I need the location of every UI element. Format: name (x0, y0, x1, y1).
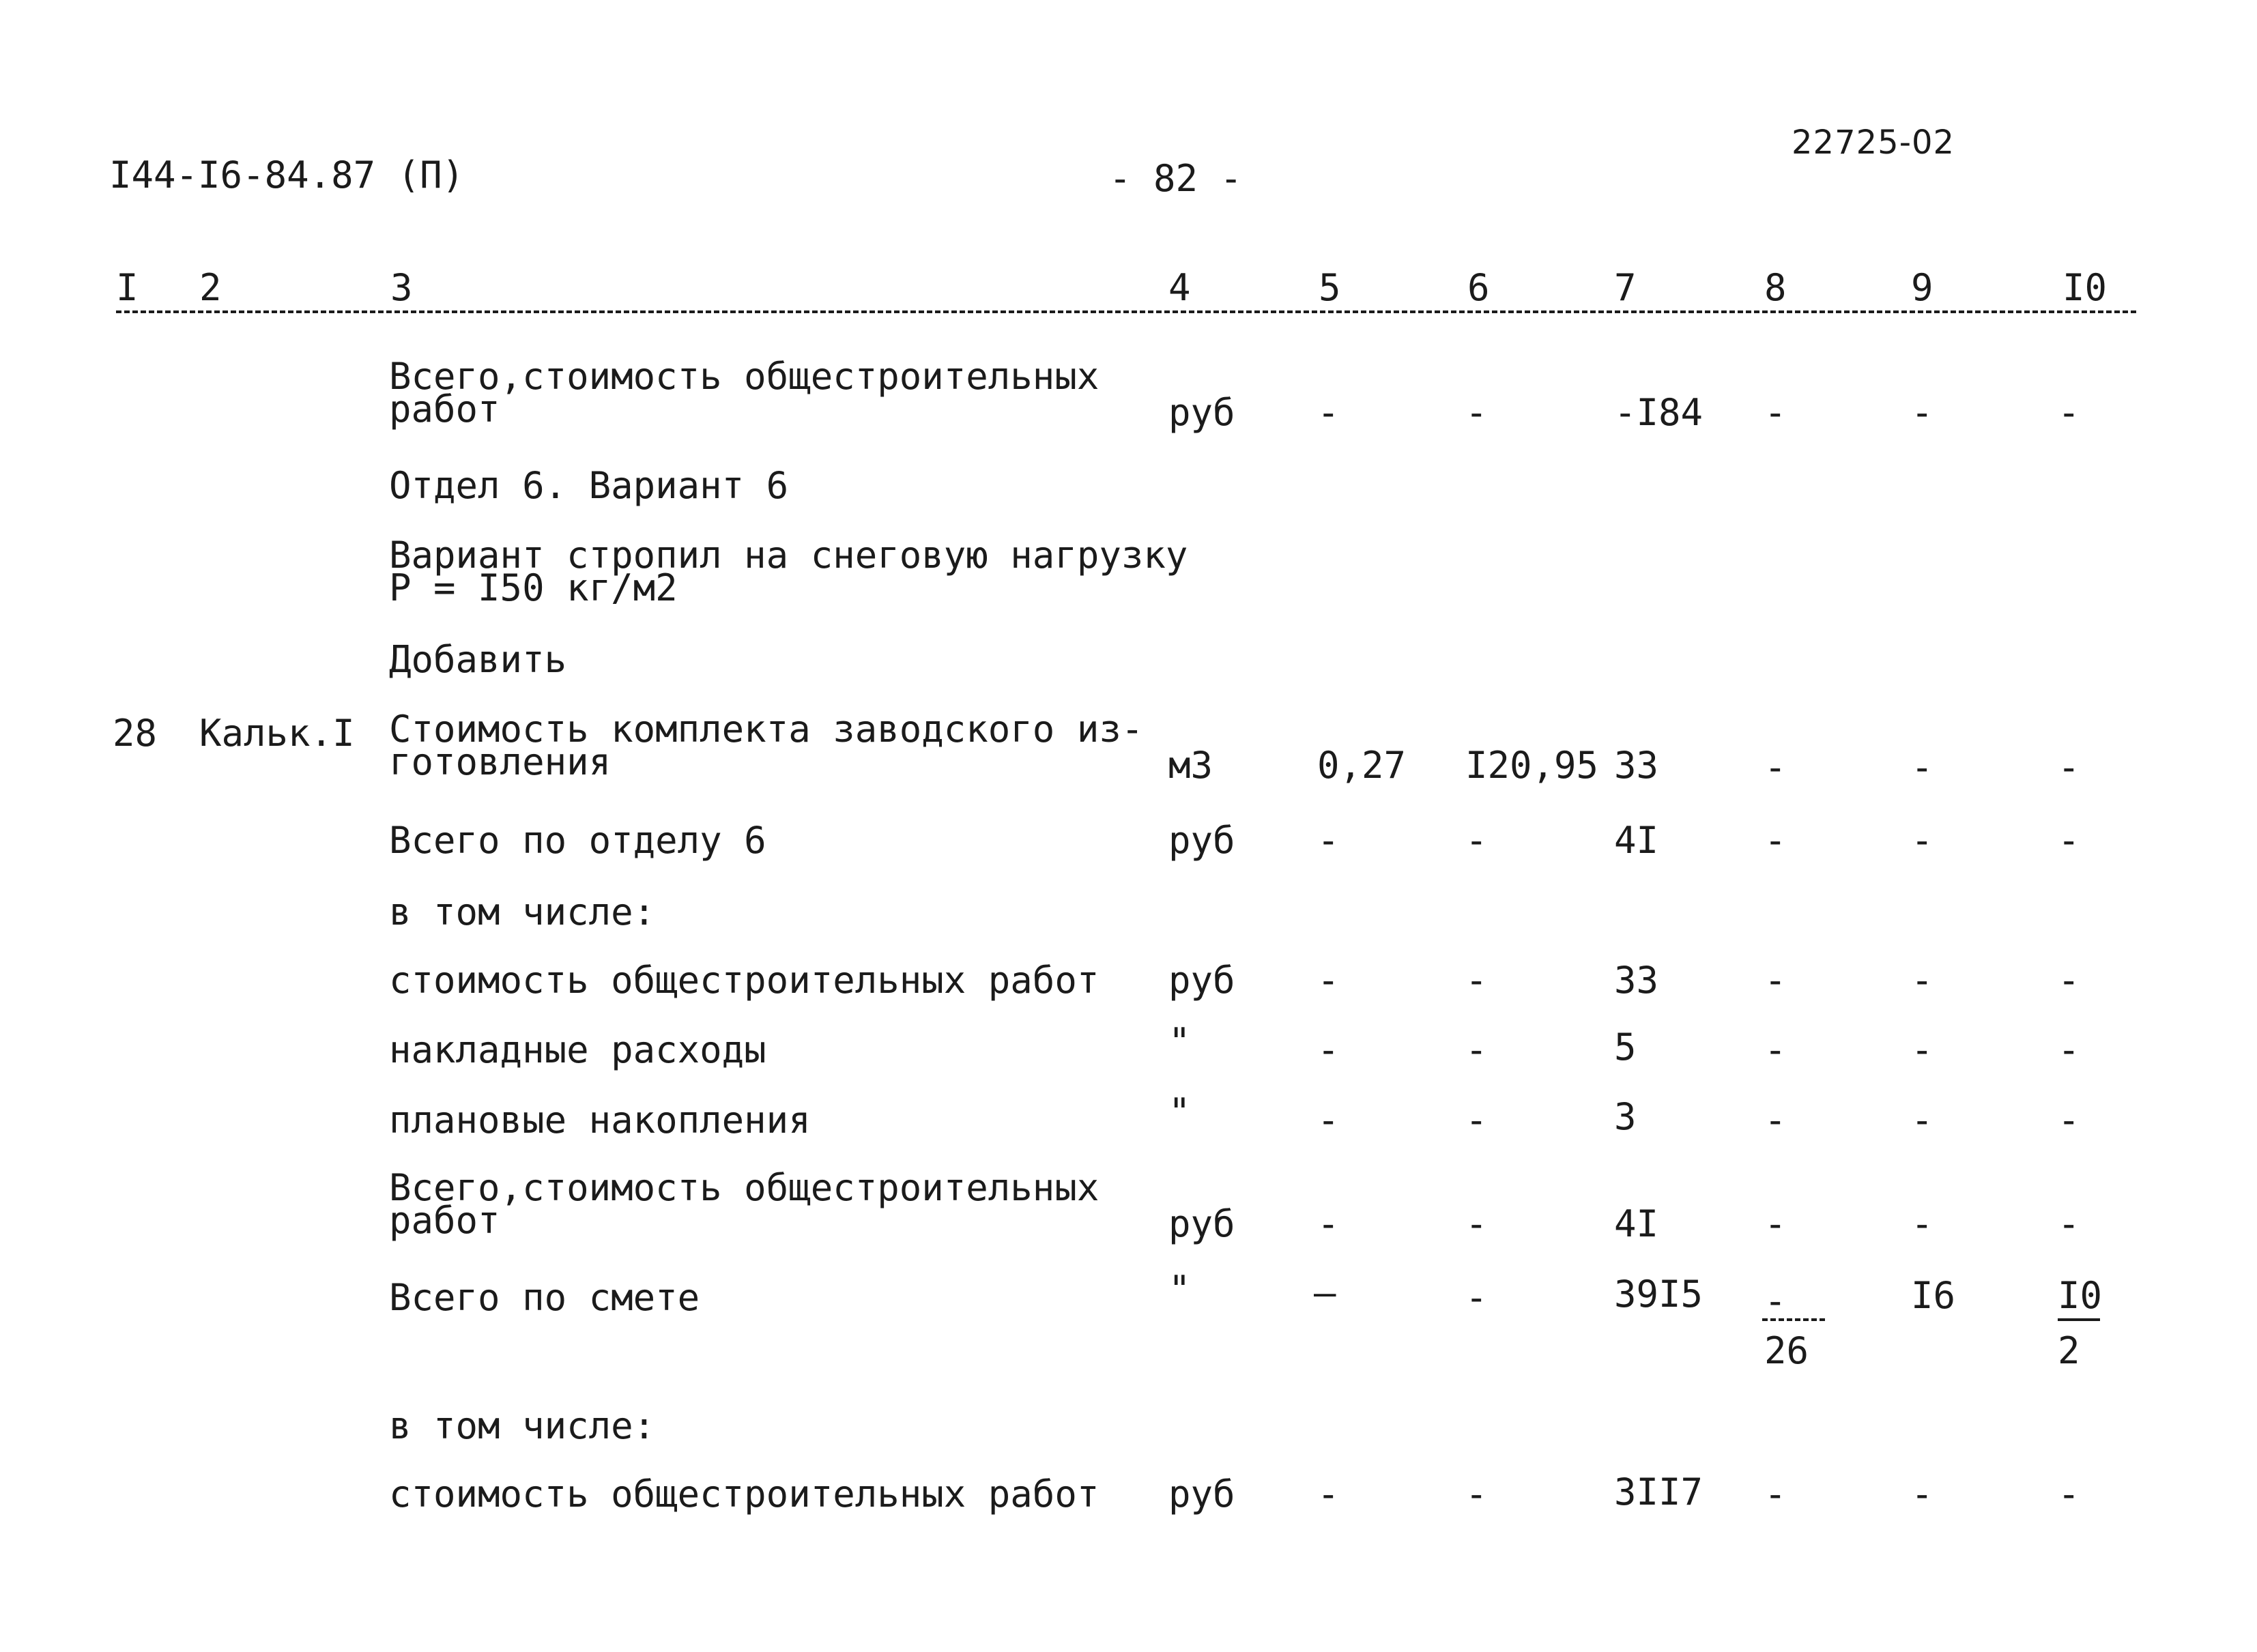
column-header: I0 (2062, 266, 2108, 309)
column-header: 6 (1467, 266, 1490, 309)
col8-cell: - (1764, 1473, 1787, 1516)
col7-cell: -I84 (1614, 391, 1703, 434)
row-description: Добавить (389, 638, 567, 681)
unit-cell: руб (1168, 1202, 1235, 1245)
col6-cell: - (1465, 1202, 1488, 1245)
unit-cell: руб (1168, 819, 1235, 862)
col7-cell: 39I5 (1614, 1273, 1703, 1316)
fraction-bar (1762, 1318, 1825, 1321)
col5-cell: - (1317, 1099, 1340, 1142)
col7-cell: 33 (1614, 959, 1659, 1002)
col6-cell: - (1465, 1099, 1488, 1142)
col10-cell: - (2058, 959, 2080, 1002)
col7-cell: 4I (1614, 819, 1659, 862)
unit-cell: м3 (1168, 744, 1213, 787)
row-reference: Кальк.I (199, 712, 355, 755)
col9-cell: I6 (1911, 1274, 1956, 1317)
column-header: 9 (1911, 266, 1933, 309)
col6-cell: - (1465, 1028, 1488, 1071)
col5-cell: - (1317, 819, 1340, 862)
col8-cell: - (1764, 1099, 1787, 1142)
col8-cell: - (1764, 746, 1787, 789)
col8-cell: - (1764, 819, 1787, 862)
column-header: 7 (1614, 266, 1637, 309)
fraction-denominator: 26 (1764, 1329, 1809, 1372)
col7-cell: 4I (1614, 1202, 1659, 1245)
description-line: работ (389, 388, 500, 431)
description-line: Всего,стоимость общестроительных (389, 355, 1099, 398)
col5-cell: - (1317, 959, 1340, 1002)
section-title: Отдел 6. Вариант 6 (389, 464, 789, 507)
col9-cell: - (1911, 391, 1933, 434)
fraction-bar (2058, 1318, 2100, 1321)
row-description: накладные расходы (389, 1028, 766, 1071)
col6-cell: - (1465, 1473, 1488, 1516)
row-description: стоимость общестроительных работ (389, 1473, 1099, 1516)
col9-cell: - (1911, 819, 1933, 862)
description-line: Стоимость комплекта заводского из- (389, 708, 1144, 751)
col10-cell: - (2058, 391, 2080, 434)
col9-cell: - (1911, 959, 1933, 1002)
unit-cell: " (1168, 1090, 1191, 1133)
col6-cell: - (1465, 959, 1488, 1002)
row-description (389, 1166, 1099, 1242)
description-line: готовления (389, 740, 612, 783)
col5-cell: 0,27 (1317, 744, 1407, 787)
unit-cell: руб (1168, 391, 1235, 434)
row-description: плановые накопления (389, 1099, 811, 1142)
fraction-denominator: 2 (2058, 1329, 2080, 1372)
unit-cell: руб (1168, 1473, 1235, 1516)
col6-cell: - (1465, 819, 1488, 862)
column-header: 4 (1168, 266, 1191, 309)
column-header: 8 (1764, 266, 1787, 309)
row-description (389, 355, 1099, 431)
fraction-numerator: I0 (2058, 1274, 2103, 1317)
col7-cell: 33 (1614, 744, 1659, 787)
column-header: 3 (390, 266, 413, 309)
col8-cell: - (1764, 391, 1787, 434)
col6-cell: - (1465, 391, 1488, 434)
description-line: Всего,стоимость общестроительных (389, 1166, 1099, 1209)
col7-cell: 3II7 (1614, 1470, 1703, 1513)
description-line: работ (389, 1199, 500, 1242)
col9-cell: - (1911, 1473, 1933, 1516)
unit-cell: " (1168, 1020, 1191, 1063)
row-description (389, 708, 1144, 783)
row-description: Всего по смете (389, 1276, 700, 1319)
col5-cell: - (1317, 1028, 1340, 1071)
col8-cell: - (1764, 1028, 1787, 1071)
row-description: в том числе: (389, 890, 656, 933)
row-description (389, 534, 1188, 609)
row-description: стоимость общестроительных работ (389, 959, 1099, 1002)
col5-cell: — (1314, 1271, 1336, 1314)
fraction-numerator: - (1764, 1279, 1787, 1322)
column-header: I (116, 266, 139, 309)
archive-stamp-number: 22725-02 (1792, 124, 1955, 162)
col10-cell: - (2058, 819, 2080, 862)
col9-cell: - (1911, 746, 1933, 789)
col10-cell: - (2058, 1099, 2080, 1142)
col5-cell: - (1317, 1202, 1340, 1245)
col7-cell: 5 (1614, 1026, 1637, 1069)
col9-cell: - (1911, 1099, 1933, 1142)
col7-cell: 3 (1614, 1095, 1637, 1138)
col10-cell: - (2058, 1473, 2080, 1516)
col10-cell: - (2058, 1202, 2080, 1245)
row-description: Всего по отделу 6 (389, 819, 766, 862)
col10-cell: - (2058, 1028, 2080, 1071)
unit-cell: руб (1168, 959, 1235, 1002)
col8-cell: - (1764, 959, 1787, 1002)
col6-cell: - (1465, 1276, 1488, 1319)
column-header: 2 (199, 266, 222, 309)
column-header: 5 (1319, 266, 1341, 309)
col5-cell: - (1317, 391, 1340, 434)
unit-cell: " (1168, 1268, 1191, 1311)
col5-cell: - (1317, 1473, 1340, 1516)
row-description: в том числе: (389, 1404, 656, 1447)
header-dashed-rule (116, 310, 2136, 313)
col6-cell: I20,95 (1465, 744, 1599, 787)
col8-cell: - (1764, 1202, 1787, 1245)
description-line: Вариант стропил на снеговую нагрузку (389, 534, 1188, 577)
col9-cell: - (1911, 1202, 1933, 1245)
col10-cell: - (2058, 746, 2080, 789)
document-code: I44-I6-84.87 (П) (109, 154, 465, 197)
description-line: P = I50 кг/м2 (389, 566, 678, 609)
row-number: 28 (113, 712, 158, 755)
page-number: - 82 - (1109, 157, 1243, 200)
col9-cell: - (1911, 1028, 1933, 1071)
